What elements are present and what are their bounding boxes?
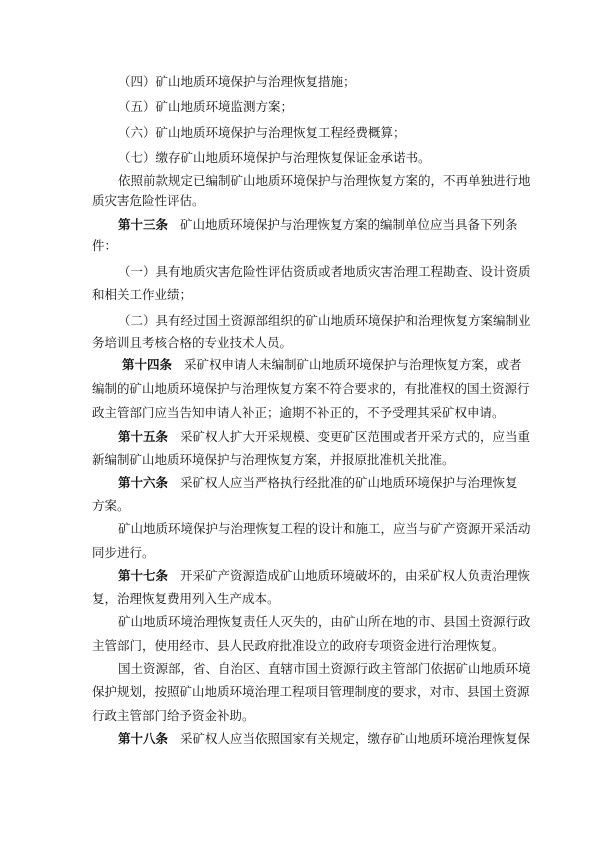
article-17-paragraph-2-line: 主管部门，使用经市、县人民政府批准设立的政府专项资金进行治理恢复。 xyxy=(92,638,505,653)
article-13-item-2-line: 务培训且考核合格的专业技术人员。 xyxy=(92,335,293,350)
article-17-paragraph-3-line: 行政主管部门给予资金补助。 xyxy=(92,708,255,723)
article-17 xyxy=(118,568,595,584)
article-16-line: 方案。 xyxy=(92,498,130,513)
article-14-line: 政主管部门应当告知申请人补正；逾期不补正的，不予受理其采矿权申请。 xyxy=(92,405,505,420)
article-label: 第十四条 xyxy=(122,357,173,372)
article-16-paragraph-2-line: 同步进行。 xyxy=(92,545,155,560)
list-item-4: （四）矿山地质环境保护与治理恢复措施； xyxy=(118,74,356,89)
article-text: 采矿权人扩大开采规模、变更矿区范围或者开采方式的，应当重 xyxy=(180,429,531,444)
note-paragraph-line: 依照前款规定已编制矿山地质环境保护与治理恢复方案的，不再单独进行地 xyxy=(118,173,531,188)
article-18 xyxy=(118,731,595,747)
article-label: 第十七条 xyxy=(118,568,169,583)
list-item-5: （五）矿山地质环境监测方案； xyxy=(118,99,294,114)
article-13-item-1-line: 和相关工作业绩； xyxy=(92,287,193,302)
article-15-line: 新编制矿山地质环境保护与治理恢复方案，并报原批准机关批准。 xyxy=(92,452,455,467)
article-13 xyxy=(118,217,595,233)
article-17-paragraph-3-line: 保护规划，按照矿山地质环境治理工程项目管理制度的要求，对市、县国土资源 xyxy=(92,684,530,699)
article-text: 采矿权申请人未编制矿山地质环境保护与治理恢复方案，或者 xyxy=(184,357,522,372)
article-label: 第十五条 xyxy=(118,429,169,444)
article-text: 采矿权人应当严格执行经批准的矿山地质环境保护与治理恢复 xyxy=(180,475,518,490)
article-14-line: 编制的矿山地质环境保护与治理恢复方案不符合要求的，有批准权的国土资源行 xyxy=(92,381,530,396)
article-17-paragraph-3: 国土资源部，省、自治区、直辖市国土资源行政主管部门依据矿山地质环境 xyxy=(118,661,531,676)
article-15 xyxy=(118,429,595,445)
article-text: 采矿权人应当依照国家有关规定，缴存矿山地质环境治理恢复保 xyxy=(180,731,531,746)
article-14 xyxy=(122,357,595,373)
note-paragraph-line: 质灾害危险性评估。 xyxy=(92,193,205,208)
article-label: 第十三条 xyxy=(118,217,169,232)
list-item-7: （七）缴存矿山地质环境保护与治理恢复保证金承诺书。 xyxy=(118,150,431,165)
article-13-item-2: （二）具有经过国土资源部组织的矿山地质环境保护和治理恢复方案编制业 xyxy=(118,313,531,328)
article-17-paragraph-2: 矿山地质环境治理恢复责任人灭失的，由矿山所在地的市、县国土资源行政 xyxy=(118,614,531,629)
article-13-item-1: （一）具有地质灾害危险性评估资质或者地质灾害治理工程勘查、设计资质 xyxy=(118,264,531,279)
article-17-line: 复，治理恢复费用列入生产成本。 xyxy=(92,591,280,606)
article-label: 第十八条 xyxy=(118,731,169,746)
article-13-line: 件： xyxy=(92,238,118,253)
article-text: 开采矿产资源造成矿山地质环境破坏的，由采矿权人负责治理恢 xyxy=(180,568,531,583)
article-label: 第十六条 xyxy=(118,475,169,490)
article-16-paragraph-2: 矿山地质环境保护与治理恢复工程的设计和施工，应当与矿产资源开采活动 xyxy=(118,521,531,536)
article-text: 矿山地质环境保护与治理恢复方案的编制单位应当具备下列条 xyxy=(180,217,518,232)
list-item-6: （六）矿山地质环境保护与治理恢复工程经费概算； xyxy=(118,125,406,140)
article-16 xyxy=(118,475,595,491)
